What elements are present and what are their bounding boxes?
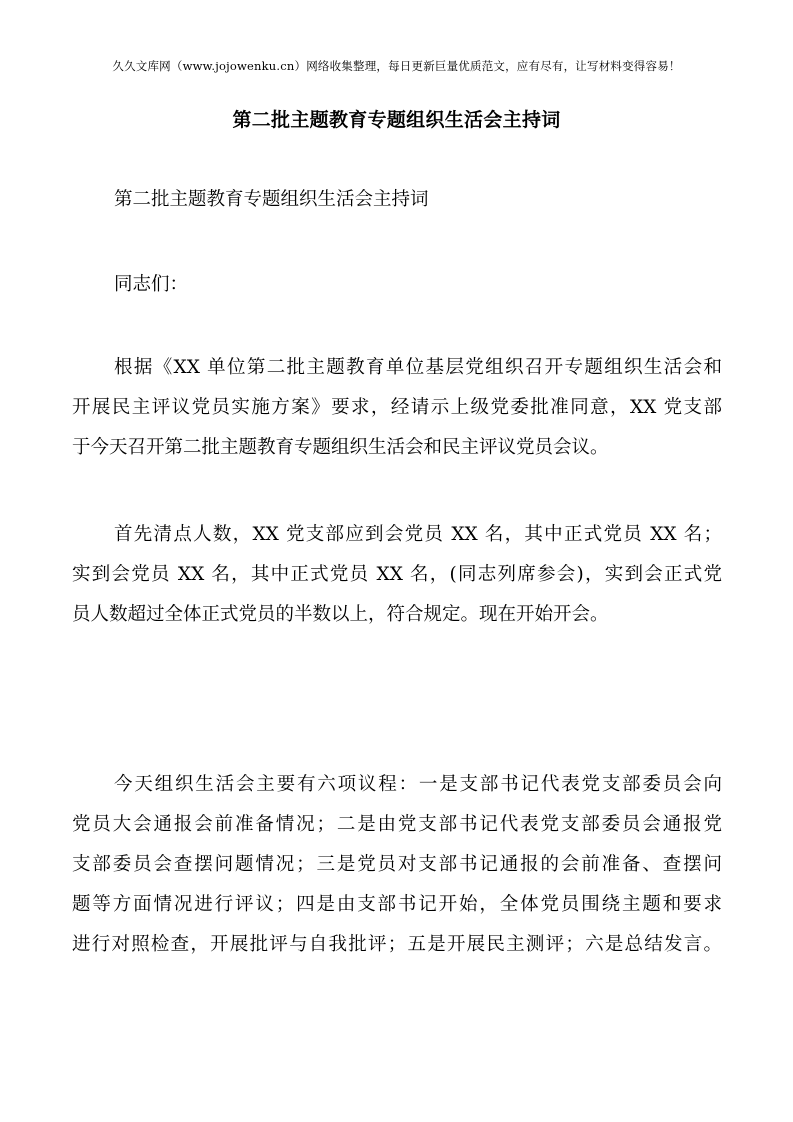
paragraph-line: 今天组织生活会主要有六项议程：一是支部书记代表党支部委员会向 bbox=[114, 774, 722, 795]
paragraph-line: 员人数超过全体正式党员的半数以上，符合规定。现在开始开会。 bbox=[72, 604, 609, 625]
paragraph-line: 开展民主评议党员实施方案》要求，经请示上级党委批准同意，XX 党支部 bbox=[72, 397, 722, 418]
paragraph-line: 进行对照检查，开展批评与自我批评；五是开展民主测评；六是总结发言。 bbox=[72, 934, 722, 955]
subtitle bbox=[72, 180, 722, 220]
paragraph-line: 党员大会通报会前准备情况；二是由党支部书记代表党支部委员会通报党 bbox=[72, 814, 722, 835]
header-note: 久久文库网（www.jojowenku.cn）网络收集整理，每日更新巨量优质范文，应有尽有，让写材料变得容易！ bbox=[112, 59, 681, 73]
paragraph-line: 题等方面情况进行评议；四是由支部书记开始，全体党员围绕主题和要求 bbox=[72, 894, 722, 915]
greeting bbox=[72, 265, 722, 305]
paragraph-1 bbox=[72, 348, 722, 468]
paragraph-2 bbox=[72, 515, 722, 635]
paragraph-line: 根据《XX 单位第二批主题教育单位基层党组织召开专题组织生活会和 bbox=[114, 357, 722, 378]
paragraph-3 bbox=[72, 765, 722, 965]
subtitle-text: 第二批主题教育专题组织生活会主持词 bbox=[114, 189, 429, 210]
paragraph-line: 首先清点人数，XX 党支部应到会党员 XX 名，其中正式党员 XX 名； bbox=[114, 524, 722, 545]
paragraph-line: 支部委员会查摆问题情况；三是党员对支部书记通报的会前准备、查摆问 bbox=[72, 854, 722, 875]
paragraph-line: 于今天召开第二批主题教育专题组织生活会和民主评议党员会议。 bbox=[72, 437, 609, 458]
document-title: 第二批主题教育专题组织生活会主持词 bbox=[232, 109, 561, 131]
greeting-text: 同志们： bbox=[114, 274, 189, 295]
paragraph-line: 实到会党员 XX 名，其中正式党员 XX 名，(同志列席参会)，实到会正式党 bbox=[72, 564, 722, 585]
